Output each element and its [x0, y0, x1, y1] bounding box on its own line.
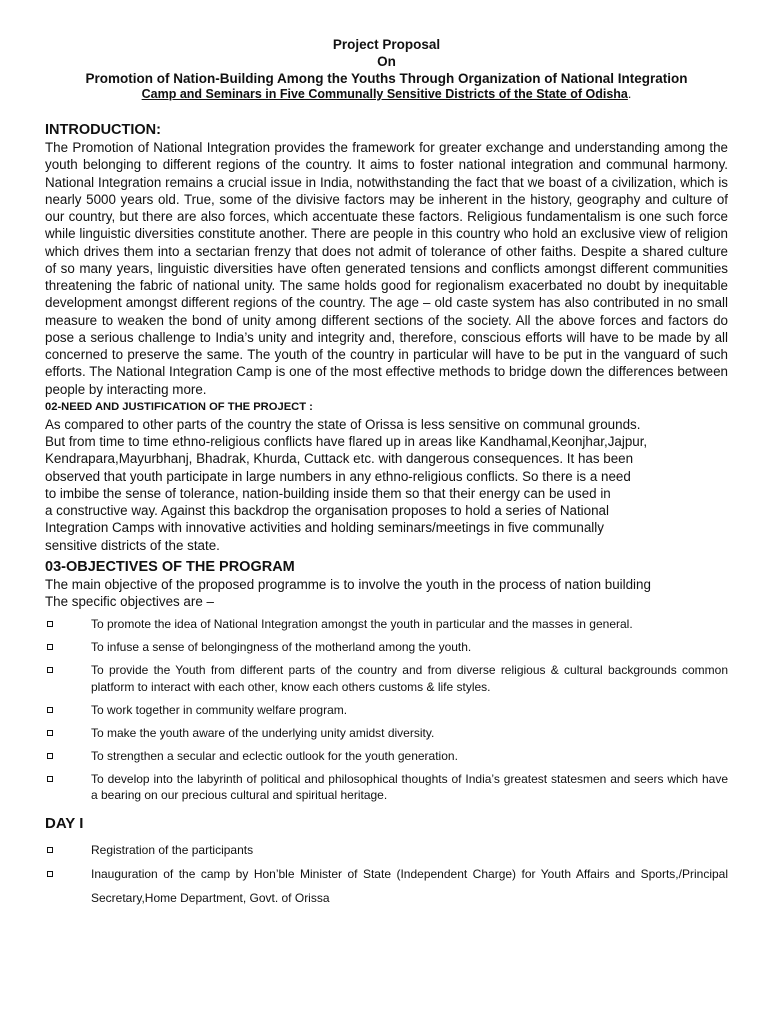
hollow-square-bullet-icon [47, 621, 53, 627]
title-line-on: On [377, 54, 396, 69]
day-one-heading: DAY I [45, 814, 84, 832]
objectives-intro [45, 576, 728, 611]
list-item [45, 725, 728, 742]
list-item [45, 702, 728, 719]
introduction-paragraph: The Promotion of National Integration provides the framework for greater exchange and understanding among the youth belonging to different regions of the country. It aims to foster national integration and communal harmony. National Integration remains a crucial issue in India, notwithstanding the fact that we boast of a civilization, which is nearly 5000 years old. True, some of the divisive factors may be inherent in the history, geography and culture of our country, but there are also forces, which accentuate these factors. Religious fundamentalism is one such force while linguistic diversities constitute another. There are people in this country who hold an exclusive view of religion which drives them into a sectarian frenzy that does not admit of tolerance of other faiths. Despite a shared culture of so many years, linguistic diversities have often generated tensions and conflicts amongst different communities threatening the fabric of national unity. The same holds good for regionalism exacerbated no doubt by inequitable development amongst different regions of the country. The age – old caste system has also contributed in no small measure to weaken the bond of unity among different sections of the society. All the above forces and factors do pose a serious challenge to India’s unity and integrity and, therefore, conscious efforts will have to be made by all concerned to preserve the same. The youth of the country in particular will have to be put in the vanguard of such efforts. The National Integration Camp is one of the most effective methods to bridge down the differences between people by interacting more. [45, 140, 728, 397]
need-line: Integration Camps with innovative activities and holding seminars/meetings in five communally [45, 520, 604, 536]
need-justification-heading: 02-NEED AND JUSTIFICATION OF THE PROJECT : [45, 400, 313, 413]
need-line: observed that youth participate in large numbers in any ethno-religious conflicts. So there is a need [45, 468, 631, 484]
list-item [45, 838, 728, 862]
day-item-text: Inauguration of the camp by Hon’ble Minister of State (Independent Charge) for Youth Affairs and Sports,/Principal Secretary,Home Department, Govt. of Orissa [91, 866, 728, 905]
objectives-intro-line-2: The specific objectives are – [45, 594, 214, 609]
title-sub-period: . [627, 87, 632, 101]
hollow-square-bullet-icon [47, 707, 53, 713]
list-item [45, 616, 728, 633]
list-item [45, 862, 728, 910]
objectives-list [45, 616, 728, 804]
need-line: a constructive way. Against this backdrop the organisation proposes to hold a series of National [45, 503, 609, 518]
title-line-main: Promotion of Nation-Building Among the Youths Through Organization of National Integration [85, 71, 688, 86]
need-line: As compared to other parts of the country the state of Orissa is less sensitive on communal grounds. [45, 416, 641, 432]
hollow-square-bullet-icon [47, 871, 53, 877]
objectives-heading: 03-OBJECTIVES OF THE PROGRAM [45, 558, 295, 575]
hollow-square-bullet-icon [47, 644, 53, 650]
hollow-square-bullet-icon [47, 667, 53, 673]
title-line-project-proposal: Project Proposal [332, 37, 441, 52]
day-one-list [45, 838, 728, 910]
objective-text: To promote the idea of National Integration amongst the youth in particular and the masses in general. [91, 617, 633, 632]
objective-text: To strengthen a secular and eclectic outlook for the youth generation. [91, 748, 458, 763]
introduction-heading: INTRODUCTION: [45, 122, 161, 138]
objective-text: To infuse a sense of belongingness of the motherland among the youth. [91, 640, 472, 655]
need-line: Kendrapara,Mayurbhanj, Bhadrak, Khurda, Cuttack etc. with dangerous consequences. It has been [45, 451, 634, 467]
list-item [45, 771, 728, 804]
list-item [45, 748, 728, 765]
day-item-text: Registration of the participants [91, 842, 254, 857]
objective-text: To make the youth aware of the underlying unity amidst diversity. [91, 725, 435, 740]
objectives-intro-line-1: The main objective of the proposed programme is to involve the youth in the process of nation building [45, 576, 651, 592]
objective-text: To develop into the labyrinth of political and philosophical thoughts of India’s greatest statesmen and seers which have a bearing on our precious cultural and spiritual heritage. [91, 771, 728, 803]
list-item [45, 662, 728, 695]
title-line-sub [45, 87, 728, 102]
need-justification-paragraph [45, 416, 728, 554]
need-line: sensitive districts of the state. [45, 537, 220, 553]
title-sub-underlined: Camp and Seminars in Five Communally Sensitive Districts of the State of Odisha [141, 87, 628, 101]
proposal-title-block [45, 36, 728, 102]
need-line: But from time to time ethno-religious conflicts have flared up in areas like Kandhamal,Keonjhar,Jajpur, [45, 434, 648, 449]
hollow-square-bullet-icon [47, 730, 53, 736]
need-line: to imbibe the sense of tolerance, nation-building inside them so that their energy can be used in [45, 485, 611, 501]
hollow-square-bullet-icon [47, 753, 53, 759]
list-item [45, 639, 728, 656]
hollow-square-bullet-icon [47, 776, 53, 782]
objective-text: To provide the Youth from different parts of the country and from diverse religious & cultural backgrounds common platform to interact with each other, know each others customs & life styles. [91, 663, 728, 694]
objective-text: To work together in community welfare program. [91, 702, 348, 717]
hollow-square-bullet-icon [47, 847, 53, 853]
